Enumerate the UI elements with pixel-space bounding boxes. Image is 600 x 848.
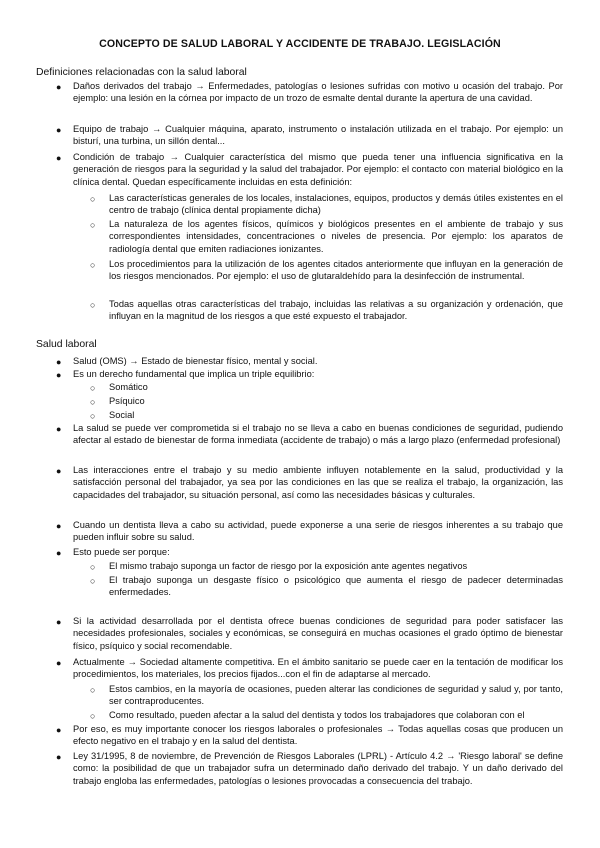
circle-bullet-icon: ○ xyxy=(90,397,96,407)
bullet-icon: ● xyxy=(56,466,62,476)
bullet-icon: ● xyxy=(56,617,62,627)
list-item: Social xyxy=(109,410,135,420)
list-item: Equipo de trabajo → Cualquier máquina, aparato, instrumento o instalación utilizada en el trabajo. Por ejemplo: un bisturí, una turbina, un sillón dental... xyxy=(73,124,563,147)
list-item: El mismo trabajo suponga un factor de riesgo por la exposición ante agentes negativos xyxy=(109,561,468,571)
circle-bullet-icon: ○ xyxy=(90,220,96,230)
list-item: La salud se puede ver comprometida si el trabajo no se lleva a cabo en buenas condiciones de seguridad, pudiendo afectar al estado de bienestar de forma inmediata (accidente de trabajo) o más a largo plazo (enfermedad profesional) xyxy=(73,423,563,446)
circle-bullet-icon: ○ xyxy=(90,383,96,393)
document-title: CONCEPTO DE SALUD LABORAL Y ACCIDENTE DE TRABAJO. LEGISLACIÓN xyxy=(99,38,501,50)
section-heading: Salud laboral xyxy=(36,339,97,350)
list-item: Cuando un dentista lleva a cabo su actividad, puede exponerse a una serie de riesgos inherentes a su trabajo que pueden influir sobre su salud. xyxy=(73,520,563,543)
circle-bullet-icon: ○ xyxy=(90,194,96,204)
bullet-icon: ● xyxy=(56,521,62,531)
circle-bullet-icon: ○ xyxy=(90,411,96,421)
bullet-icon: ● xyxy=(56,752,62,762)
list-item: Condición de trabajo → Cualquier característica del mismo que pueda tener una influencia significativa en la generación de riesgos para la seguridad y la salud del trabajador. Por ejemplo: el contacto con material biológico en la clínica dental. Quedan específicamente incluidas en esta definición: xyxy=(73,152,563,187)
list-item: Las características generales de los locales, instalaciones, equipos, productos y demás útiles existentes en el centro de trabajo (clínica dental propiamente dicha) xyxy=(109,193,563,216)
list-item: Los procedimientos para la utilización de los agentes citados anteriormente que influyan en la generación de los riesgos mencionados. Por ejemplo: el uso de glutaraldehído para la desinfección de instrumental. xyxy=(109,259,563,282)
circle-bullet-icon: ○ xyxy=(90,685,96,695)
bullet-icon: ● xyxy=(56,370,62,380)
list-item: Actualmente → Sociedad altamente competitiva. En el ámbito sanitario se puede caer en la tentación de modificar los procedimientos, los materiales, los precios fijados...con el fin de adaptarse al mercado. xyxy=(73,657,563,680)
list-item: Como resultado, pueden afectar a la salud del dentista y todos los trabajadores que colaboran con el xyxy=(109,710,525,720)
list-item: La naturaleza de los agentes físicos, químicos y biológicos presentes en el ambiente de trabajo y sus correspondientes intensidades, concentraciones o niveles de presencia. Por ejemplo: los aparatos de radiología dental que emiten radiaciones ionizantes. xyxy=(109,219,563,254)
bullet-icon: ● xyxy=(56,82,62,92)
bullet-icon: ● xyxy=(56,153,62,163)
circle-bullet-icon: ○ xyxy=(90,576,96,586)
list-item: Salud (OMS) → Estado de bienestar físico, mental y social. xyxy=(73,356,318,366)
bullet-icon: ● xyxy=(56,424,62,434)
list-item: Somático xyxy=(109,382,148,392)
circle-bullet-icon: ○ xyxy=(90,562,96,572)
bullet-icon: ● xyxy=(56,658,62,668)
list-item: Psíquico xyxy=(109,396,145,406)
list-item: Las interacciones entre el trabajo y su medio ambiente influyen notablemente en la salud, productividad y la satisfacción personal del trabajador, ya sea por las condiciones en las que se realiza el trabajo, la organización, las capacidades del trabajador, su situación personal, así como las necesidades básicas y culturales. xyxy=(73,465,563,500)
list-item: Esto puede ser porque: xyxy=(73,547,170,557)
list-item: El trabajo suponga un desgaste físico o psicológico que aumenta el riesgo de padecer determinadas enfermedades. xyxy=(109,575,563,598)
section-heading: Definiciones relacionadas con la salud laboral xyxy=(36,67,247,78)
circle-bullet-icon: ○ xyxy=(90,260,96,270)
bullet-icon: ● xyxy=(56,125,62,135)
bullet-icon: ● xyxy=(56,548,62,558)
list-item: Daños derivados del trabajo → Enfermedades, patologías o lesiones sufridas con motivo u ocasión del trabajo. Por ejemplo: una lesión en la córnea por impacto de un trozo de esmalte dental durante la apertura de una cavidad. xyxy=(73,81,563,104)
list-item: Estos cambios, en la mayoría de ocasiones, pueden alterar las condiciones de seguridad y salud y, por tanto, ser contraproducentes. xyxy=(109,684,563,707)
list-item: Es un derecho fundamental que implica un triple equilibrio: xyxy=(73,369,315,379)
bullet-icon: ● xyxy=(56,357,62,367)
bullet-icon: ● xyxy=(56,725,62,735)
list-item: Todas aquellas otras características del trabajo, incluidas las relativas a su organización y ordenación, que influyan en la magnitud de los riesgos a que esté expuesto el trabajador. xyxy=(109,299,563,322)
list-item: Si la actividad desarrollada por el dentista ofrece buenas condiciones de seguridad para poder satisfacer las necesidades profesionales, sociales y económicas, se conseguirá en muchas ocasiones el grado óptimo de bienestar físico, psíquico y social recomendable. xyxy=(73,616,563,651)
circle-bullet-icon: ○ xyxy=(90,300,96,310)
circle-bullet-icon: ○ xyxy=(90,711,96,721)
list-item: Ley 31/1995, 8 de noviembre, de Prevención de Riesgos Laborales (LPRL) - Artículo 4.2 → 'Riesgo laboral' se define como: la posibilidad de que un trabajador sufra un determinado daño derivado del trabajo. Y un daño derivado del trabajo engloba las enfermedades, patologías o lesiones provocadas a consecuencia del trabajo. xyxy=(73,751,563,786)
list-item: Por eso, es muy importante conocer los riesgos laborales o profesionales → Todas aquellas cosas que producen un efecto negativo en el trabajo y en la salud del dentista. xyxy=(73,724,563,747)
